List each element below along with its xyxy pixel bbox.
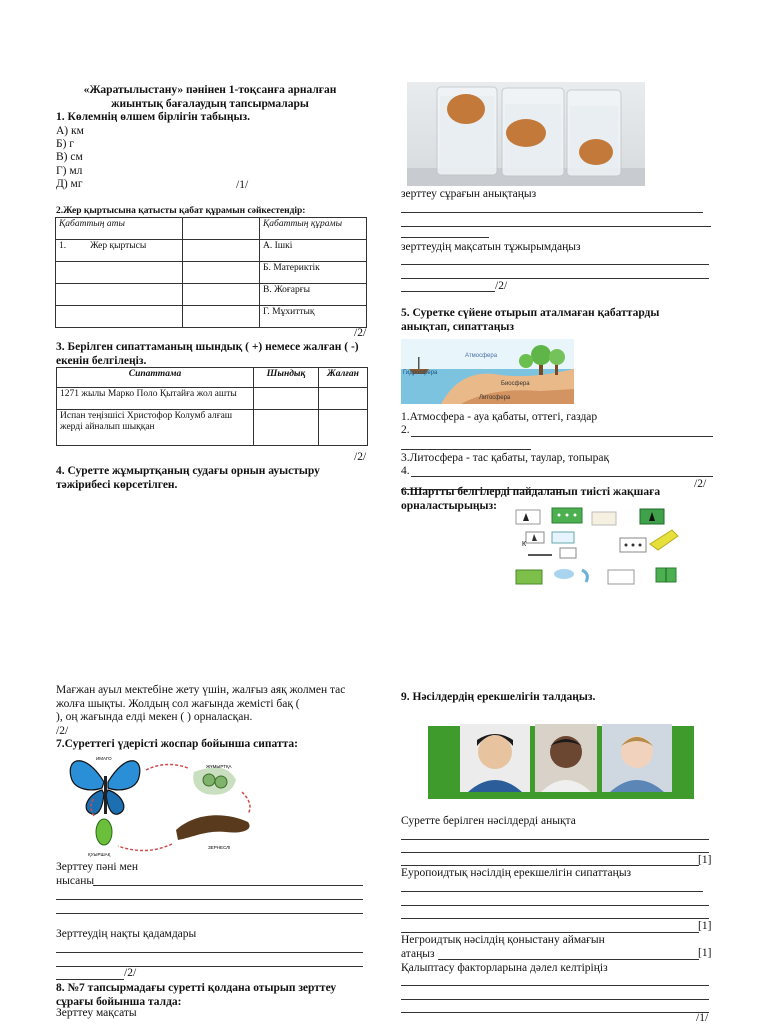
q2-row1-num: 1.	[59, 241, 67, 251]
q7-steps: Зерттеудің нақты қадамдары	[56, 928, 197, 940]
egg-experiment-svg	[407, 82, 645, 186]
answer-line[interactable]	[56, 952, 363, 953]
spheres-svg	[401, 339, 574, 404]
q9-score: /1/	[696, 1012, 709, 1024]
answer-line[interactable]	[411, 476, 713, 477]
q5-item-1: 1.Атмосфера - ауа қабаты, оттегі, газдар	[401, 411, 598, 423]
q2-header-name: Қабаттың аты	[56, 218, 183, 240]
q7-subject-line-2: нысаны	[56, 874, 95, 887]
q9-negroid	[401, 934, 605, 961]
q3-score: /2/	[354, 451, 367, 463]
k-label: К	[522, 541, 527, 548]
african-person-photo	[535, 724, 597, 792]
map-symbols-svg	[512, 504, 688, 588]
q5-item-3: 3.Литосфера - тас қабаты, таулар, топырақ	[401, 452, 610, 464]
q2-header-comp: Қабаттың құрамы	[260, 218, 367, 240]
q6-line-1: 6.Шартты белгілерді пайдаланып тиісті жақшаға	[401, 486, 661, 498]
label-hydro: Гидросфера	[403, 370, 438, 376]
q2-row1-name	[56, 240, 183, 262]
q4-line-1: 4. Суретте жұмыртқаның судағы орнын ауыстыру	[56, 465, 320, 477]
map-text-line-2: жолға шықты. Жолдың сол жағында жемісті бақ (	[56, 697, 300, 710]
q5-item-4: 4.	[401, 465, 410, 477]
spheres-image	[401, 339, 574, 404]
highway-symbol-icon	[650, 530, 678, 550]
q5-line-1: 5. Суретке сүйене отырып аталмаған қабаттарды	[401, 307, 660, 319]
map-text-line-1: Мағжан ауыл мектебіне жету үшін, жалғыз аяқ жолмен тас	[56, 684, 346, 696]
q2-comp-b: Б. Материктік	[260, 262, 367, 284]
answer-line[interactable]	[401, 999, 709, 1000]
q2-answer-cell[interactable]	[183, 284, 260, 306]
q7-score: /2/	[124, 967, 137, 979]
symbol-box-icon	[608, 570, 634, 584]
q1-option-d: Г) мл	[56, 164, 83, 177]
map-text	[56, 684, 345, 738]
label-pupa: ҚУЫРШАҚ	[88, 852, 111, 857]
q1-question: 1. Көлемнің өлшем бірлігін табыңыз.	[56, 111, 251, 123]
q3-question	[56, 341, 359, 368]
q5-question	[401, 307, 659, 334]
q1-option-e: Д) мг	[56, 177, 83, 190]
q4-line-2: тәжірибесі көрсетілген.	[56, 478, 178, 491]
asian-person-photo	[460, 724, 530, 792]
q2-table	[55, 217, 367, 328]
q9-europoid: Еуропоидтық нәсілдің ерекшелігін сипаттаңыз	[401, 867, 632, 879]
q8-goal: Зерттеу мақсаты	[56, 1007, 137, 1019]
label-bio: Биосфера	[501, 381, 530, 387]
map-symbols-image	[512, 504, 688, 588]
label-atmo: Атмосфера	[465, 353, 498, 359]
q1-score: /1/	[236, 179, 249, 191]
q8-line-2: сұрағы бойынша талда:	[56, 995, 182, 1008]
butterfly-icon	[70, 761, 140, 814]
egg-experiment-image	[407, 82, 645, 186]
map-text-score: /2/	[56, 724, 69, 737]
q9-mark-2: [1]	[698, 920, 712, 932]
answer-line[interactable]	[401, 1012, 709, 1013]
answer-line[interactable]	[401, 278, 709, 279]
q1-option-b: Б) г	[56, 138, 75, 151]
q5-item-2: 2.	[401, 424, 410, 436]
answer-line[interactable]	[56, 913, 363, 914]
river-symbol-icon	[582, 570, 587, 582]
q2-answer-cell[interactable]	[183, 306, 260, 328]
q2-row1-label: Жер қыртысы	[90, 241, 147, 251]
meadow-symbol-icon	[516, 570, 542, 584]
answer-line[interactable]	[401, 985, 709, 986]
q3-header-false: Жалған	[319, 368, 368, 388]
answer-line[interactable]	[401, 852, 709, 853]
lifecycle-image	[66, 752, 261, 860]
label-imago: ИМАГО	[96, 756, 112, 761]
answer-line[interactable]	[401, 212, 703, 213]
q4-question	[56, 465, 320, 492]
lake-symbol-icon	[554, 569, 574, 579]
q3-false-cell[interactable]	[319, 388, 368, 410]
path-symbol-icon	[528, 554, 552, 556]
q3-header-desc: Сипаттама	[57, 368, 254, 388]
answer-line[interactable]	[401, 865, 699, 866]
title-line-1: «Жаратылыстану» пәнінен 1-тоқсанға арналған	[83, 84, 337, 96]
egg-icon	[447, 94, 485, 124]
q5-line-2: анықтап, сипаттаңыз	[401, 320, 514, 333]
q9-mark-3: [1]	[698, 947, 712, 959]
q3-question-line-2: екенін белгілеңіз.	[56, 354, 147, 367]
answer-line[interactable]	[401, 264, 709, 265]
title-line-2: жиынтық бағалаудың тапсырмалары	[111, 97, 309, 110]
q1-option-a: А) км	[56, 125, 84, 137]
q4-score: /2/	[495, 280, 508, 292]
q2-comp-c: В. Жоғарғы	[260, 284, 367, 306]
egg-icon	[579, 139, 613, 165]
q3-false-cell[interactable]	[319, 410, 368, 446]
q7-subject	[56, 861, 138, 888]
european-person-photo	[602, 724, 672, 792]
q9-mark-1: [1]	[698, 854, 712, 866]
answer-line[interactable]	[401, 839, 709, 840]
q9-factors: Қалыптасу факторларына дәлел келтіріңіз	[401, 962, 608, 974]
symbol-box-icon	[552, 532, 574, 543]
answer-line[interactable]	[401, 291, 495, 292]
q9-negroid-line-1: Негроидтық нәсілдің қоныстану аймағын	[401, 934, 605, 946]
q7-subject-line-1: Зерттеу пәні мен	[56, 861, 138, 873]
page-title	[55, 84, 365, 111]
symbol-box-icon	[560, 548, 576, 558]
answer-line[interactable]	[93, 885, 363, 886]
answer-line[interactable]	[56, 899, 363, 900]
answer-line[interactable]	[56, 979, 124, 980]
q3-row-1: 1271 жылы Марко Поло Қытайға жол ашты	[57, 388, 254, 410]
answer-line[interactable]	[401, 918, 709, 919]
q4-research-question: зерттеу сұрағын анықтаңыз	[401, 188, 537, 200]
lifecycle-svg	[66, 752, 261, 860]
q2-comp-d: Г. Мұхиттық	[260, 306, 367, 328]
label-egg: ЖҰМЫРТҚА	[206, 764, 232, 769]
answer-line[interactable]	[401, 237, 489, 238]
q5-score: /2/	[694, 478, 707, 490]
answer-line[interactable]	[401, 449, 531, 450]
q9-identify: Суретте берілген нәсілдерді анықта	[401, 815, 576, 827]
answer-line[interactable]	[411, 436, 713, 437]
q6-line-2: орналастырыңыз:	[401, 499, 497, 512]
map-text-line-3: ), оң жағында елді мекен ( ) орналасқан.	[56, 711, 253, 723]
q4-research-goal: зерттеудің мақсатын тұжырымдаңыз	[401, 241, 581, 253]
q2-comp-a: А. Ішкі	[260, 240, 367, 262]
answer-line[interactable]	[401, 226, 711, 227]
answer-line[interactable]	[401, 932, 699, 933]
answer-line[interactable]	[56, 966, 363, 967]
q1-option-c: В) см	[56, 151, 83, 164]
q8-line-1: 8. №7 тапсырмадағы суретті қолдана отырып зерттеу	[56, 982, 337, 994]
larva-icon	[176, 815, 250, 840]
q3-table	[56, 367, 368, 446]
races-image-band	[428, 726, 694, 799]
q3-question-line-1: 3. Берілген сипаттаманың шындық ( +) немесе жалған ( -)	[56, 341, 359, 353]
answer-line[interactable]	[401, 891, 703, 892]
q2-answer-cell[interactable]	[183, 262, 260, 284]
label-larva: ЗЕРНЕСЛІ	[208, 845, 231, 850]
egg-icon	[506, 119, 546, 147]
q3-true-cell[interactable]	[254, 410, 319, 446]
q3-true-cell[interactable]	[254, 388, 319, 410]
q9-negroid-line-2: атаңыз	[401, 947, 435, 960]
q8-question	[56, 982, 336, 1009]
q2-score: /2/	[354, 327, 367, 339]
q2-answer-cell[interactable]	[183, 240, 260, 262]
pupa-icon	[96, 819, 112, 845]
q3-header-true: Шындық	[254, 368, 319, 388]
answer-line[interactable]	[401, 905, 709, 906]
answer-line[interactable]	[438, 959, 699, 960]
q3-row-2: Испан теңізшісі Христофор Колумб алғаш жерді айналып шыққан	[57, 410, 254, 446]
q9-question: 9. Нәсілдердің ерекшелігін талдаңыз.	[401, 691, 596, 703]
sand-symbol-icon	[592, 512, 616, 525]
q7-question: 7.Суреттегі үдерісті жоспар бойынша сипатта:	[56, 738, 298, 750]
eggs-icon	[193, 768, 236, 795]
q1-options	[56, 125, 84, 191]
q2-question: 2.Жер қыртысына қатысты қабат құрамын сәйкестендір:	[56, 206, 306, 216]
label-litho: Литосфера	[479, 395, 511, 401]
